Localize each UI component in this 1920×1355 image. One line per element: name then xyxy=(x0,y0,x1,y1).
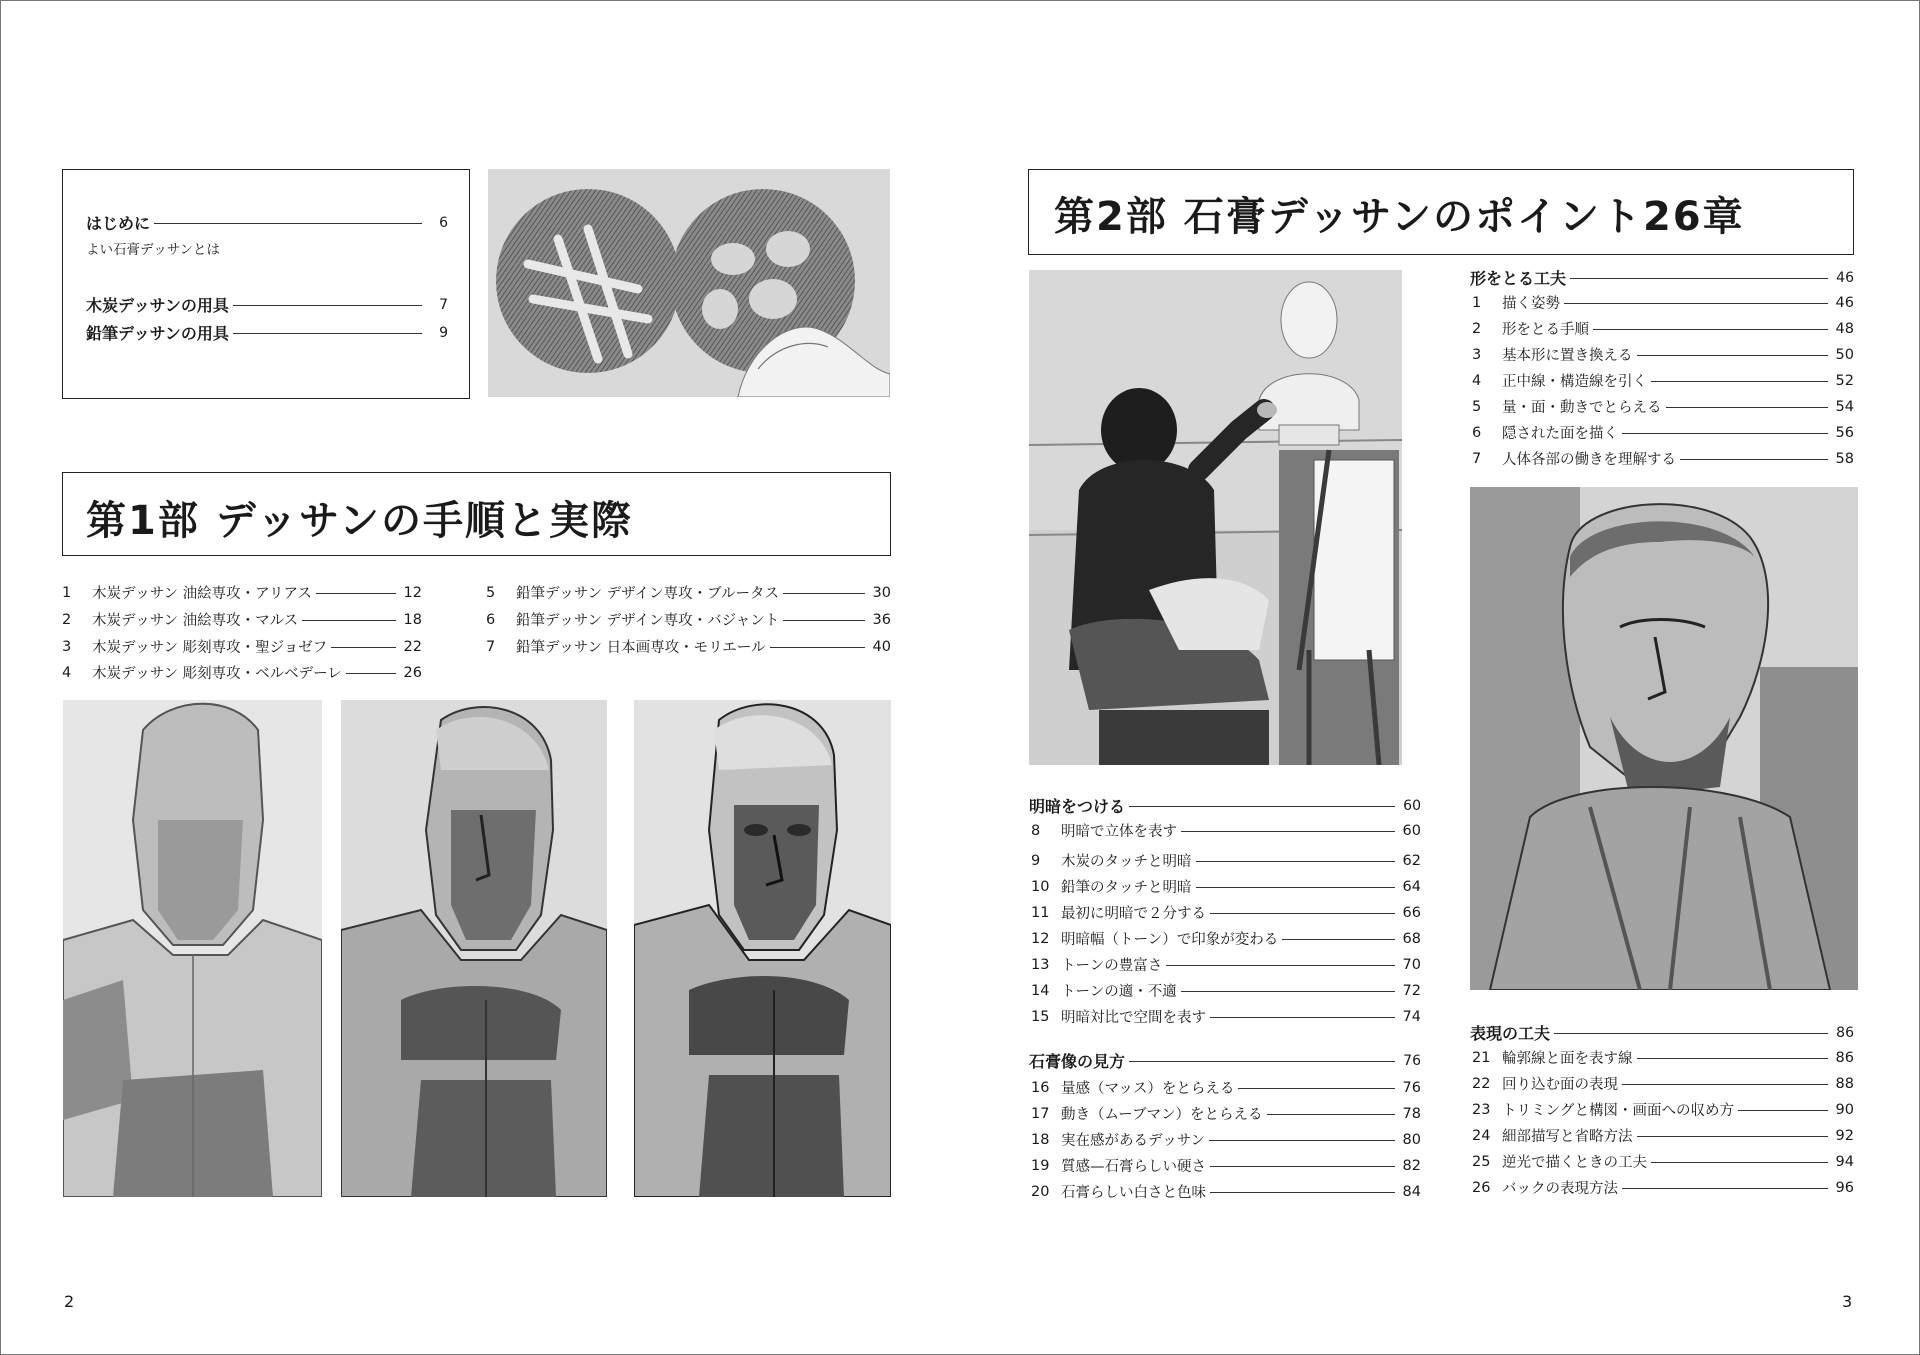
toc-entry[interactable] xyxy=(1031,928,1421,949)
leader-line xyxy=(1181,831,1395,832)
leader-line xyxy=(233,305,422,306)
entry-page: 80 xyxy=(1402,1131,1421,1148)
section-heading[interactable] xyxy=(1470,266,1854,289)
entry-page: 40 xyxy=(872,638,891,655)
leader-line xyxy=(1210,913,1395,914)
entry-page: 78 xyxy=(1402,1105,1421,1122)
entry-page: 94 xyxy=(1835,1153,1854,1170)
toc-entry[interactable] xyxy=(1472,344,1854,365)
leader-line xyxy=(1238,1088,1395,1089)
toc-entry[interactable] xyxy=(1472,396,1854,417)
entry-number: 7 xyxy=(486,638,496,655)
entry-label: はじめに xyxy=(86,214,151,233)
leader-line xyxy=(1622,433,1828,434)
entry-page: 84 xyxy=(1402,1183,1421,1200)
entry-label: 木炭のタッチと明暗 xyxy=(1061,854,1192,870)
leader-line xyxy=(1570,278,1828,279)
section-page: 86 xyxy=(1836,1024,1854,1041)
entry-number: 20 xyxy=(1031,1183,1050,1200)
entry-label: 動き（ムーブマン）をとらえる xyxy=(1061,1107,1263,1123)
entry-page: 30 xyxy=(872,584,891,601)
entry-number: 3 xyxy=(1472,346,1482,363)
toc-entry[interactable] xyxy=(62,662,422,683)
toc-entry[interactable] xyxy=(1031,820,1421,841)
entry-label: 量感（マッス）をとらえる xyxy=(1061,1081,1235,1097)
leader-line xyxy=(1622,1188,1828,1189)
entry-page: 7 xyxy=(439,296,448,313)
entry-page: 68 xyxy=(1402,930,1421,947)
toc-entry[interactable] xyxy=(62,609,422,630)
page-number-left: 2 xyxy=(64,1292,75,1311)
leader-line xyxy=(1129,1061,1395,1062)
leader-line xyxy=(1282,939,1395,940)
entry-page: 6 xyxy=(439,214,448,231)
student-drawing-photo xyxy=(1029,270,1402,765)
entry-number: 5 xyxy=(486,584,496,601)
entry-number: 2 xyxy=(62,611,72,628)
entry-label: 木炭デッサン 彫刻専攻・ベルベデーレ xyxy=(92,666,342,682)
entry-label: 石膏らしい白さと色味 xyxy=(1061,1185,1206,1201)
toc-entry[interactable] xyxy=(1031,1103,1421,1124)
entry-label: 実在感があるデッサン xyxy=(1061,1133,1205,1149)
leader-line xyxy=(302,620,396,621)
entry-number: 1 xyxy=(1472,294,1482,311)
leader-line xyxy=(1637,1058,1829,1059)
entry-page: 90 xyxy=(1835,1101,1854,1118)
entry-page: 26 xyxy=(403,664,422,681)
section-label: 石膏像の見方 xyxy=(1029,1052,1126,1071)
entry-label: 隠された面を描く xyxy=(1502,426,1618,442)
toc-entry[interactable] xyxy=(1472,1125,1854,1146)
toc-entry[interactable] xyxy=(86,211,448,234)
leader-line xyxy=(1210,1166,1395,1167)
entry-number: 12 xyxy=(1031,930,1050,947)
section-page: 76 xyxy=(1403,1052,1421,1069)
entry-page: 52 xyxy=(1835,372,1854,389)
leader-line xyxy=(1196,861,1396,862)
entry-label: バックの表現方法 xyxy=(1502,1181,1618,1197)
entry-number: 22 xyxy=(1472,1075,1491,1092)
entry-number: 14 xyxy=(1031,982,1050,999)
entry-label: 描く姿勢 xyxy=(1502,296,1560,312)
entry-number: 4 xyxy=(1472,372,1482,389)
leader-line xyxy=(331,647,396,648)
toc-entry[interactable] xyxy=(1031,954,1421,975)
entry-label: 形をとる手順 xyxy=(1502,322,1589,338)
entry-number: 3 xyxy=(62,638,72,655)
section-page: 46 xyxy=(1836,269,1854,286)
toc-entry[interactable] xyxy=(1031,1155,1421,1176)
entry-page: 76 xyxy=(1402,1079,1421,1096)
entry-number: 21 xyxy=(1472,1049,1491,1066)
section-label: 表現の工夫 xyxy=(1470,1024,1551,1043)
entry-number: 16 xyxy=(1031,1079,1050,1096)
toc-entry[interactable] xyxy=(1031,980,1421,1001)
leader-line xyxy=(783,620,865,621)
entry-number: 9 xyxy=(1031,852,1041,869)
entry-page: 56 xyxy=(1835,424,1854,441)
entry-number: 2 xyxy=(1472,320,1482,337)
toc-entry[interactable] xyxy=(486,636,891,657)
entry-page: 66 xyxy=(1402,904,1421,921)
entry-label: 基本形に置き換える xyxy=(1502,348,1633,364)
entry-label: 逆光で描くときの工夫 xyxy=(1502,1155,1647,1171)
leader-line xyxy=(1554,1033,1828,1034)
entry-number: 26 xyxy=(1472,1179,1491,1196)
entry-page: 62 xyxy=(1402,852,1421,869)
entry-label: 木炭デッサン 油絵専攻・マルス xyxy=(92,613,299,629)
intro-box xyxy=(62,169,470,399)
leader-line xyxy=(1564,303,1828,304)
toc-entry[interactable] xyxy=(62,636,422,657)
entry-label: 明暗で立体を表す xyxy=(1061,824,1177,840)
leader-line xyxy=(1209,1140,1395,1141)
entry-number: 19 xyxy=(1031,1157,1050,1174)
charcoal-swatch-photo xyxy=(488,169,890,397)
leader-line xyxy=(1210,1017,1395,1018)
part1-title: 第1部 デッサンの手順と実際 xyxy=(86,498,633,544)
toc-entry[interactable] xyxy=(1472,1099,1854,1120)
toc-entry[interactable] xyxy=(1031,876,1421,897)
entry-page: 18 xyxy=(403,611,422,628)
entry-number: 6 xyxy=(486,611,496,628)
leader-line xyxy=(1666,407,1829,408)
entry-label: 鉛筆デッサン 日本画専攻・モリエール xyxy=(516,640,766,656)
entry-label: 鉛筆デッサン デザイン専攻・ブルータス xyxy=(516,586,779,602)
leader-line xyxy=(1651,1162,1828,1163)
statue-drawing-stage-1 xyxy=(63,700,322,1197)
entry-page: 9 xyxy=(439,324,448,341)
entry-number: 24 xyxy=(1472,1127,1491,1144)
entry-label: 鉛筆デッサン デザイン専攻・バジャント xyxy=(516,613,780,629)
section-page: 60 xyxy=(1403,797,1421,814)
entry-page: 50 xyxy=(1835,346,1854,363)
entry-number: 18 xyxy=(1031,1131,1050,1148)
leader-line xyxy=(1680,459,1828,460)
leader-line xyxy=(1738,1110,1828,1111)
entry-label: 正中線・構造線を引く xyxy=(1502,374,1647,390)
leader-line xyxy=(1196,887,1396,888)
entry-number: 6 xyxy=(1472,424,1482,441)
entry-page: 22 xyxy=(403,638,422,655)
section-heading[interactable] xyxy=(1029,794,1421,817)
entry-page: 58 xyxy=(1835,450,1854,467)
toc-entry[interactable] xyxy=(1031,1077,1421,1098)
toc-entry[interactable] xyxy=(1472,1047,1854,1068)
entry-number: 7 xyxy=(1472,450,1482,467)
entry-label: トリミングと構図・画面への収め方 xyxy=(1502,1103,1734,1119)
entry-number: 15 xyxy=(1031,1008,1050,1025)
entry-number: 25 xyxy=(1472,1153,1491,1170)
leader-line xyxy=(154,223,422,224)
leader-line xyxy=(1637,1136,1829,1137)
page-number-right: 3 xyxy=(1842,1292,1853,1311)
entry-label: 輪郭線と面を表す線 xyxy=(1502,1051,1633,1067)
toc-entry[interactable] xyxy=(1472,318,1854,339)
toc-entry[interactable] xyxy=(1031,850,1421,871)
leader-line xyxy=(770,647,865,648)
leader-line xyxy=(1129,806,1395,807)
section-heading[interactable] xyxy=(1470,1021,1854,1044)
toc-entry[interactable] xyxy=(1472,292,1854,313)
entry-page: 88 xyxy=(1835,1075,1854,1092)
entry-page: 82 xyxy=(1402,1157,1421,1174)
toc-entry[interactable] xyxy=(86,293,448,316)
entry-label: 木炭デッサンの用具 xyxy=(86,296,229,315)
entry-label: 鉛筆デッサンの用具 xyxy=(86,324,229,343)
toc-entry[interactable] xyxy=(1031,1006,1421,1027)
leader-line xyxy=(1210,1192,1395,1193)
entry-label: 木炭デッサン 油絵専攻・アリアス xyxy=(92,586,312,602)
entry-number: 8 xyxy=(1031,822,1041,839)
statue-drawing-stage-3 xyxy=(634,700,891,1197)
toc-entry[interactable] xyxy=(486,582,891,603)
entry-label: 回り込む面の表現 xyxy=(1502,1077,1618,1093)
toc-entry[interactable] xyxy=(86,321,448,344)
entry-page: 64 xyxy=(1402,878,1421,895)
entry-label: トーンの適・不適 xyxy=(1061,984,1177,1000)
toc-entry[interactable] xyxy=(1031,1129,1421,1150)
entry-page: 86 xyxy=(1835,1049,1854,1066)
part2-title: 第2部 石膏デッサンのポイント26章 xyxy=(1054,194,1745,240)
entry-page: 48 xyxy=(1835,320,1854,337)
intro-subtitle: よい石膏デッサンとは xyxy=(86,242,221,258)
statue-drawing-stage-2 xyxy=(341,700,607,1197)
leader-line xyxy=(1651,381,1828,382)
entry-page: 54 xyxy=(1835,398,1854,415)
entry-page: 72 xyxy=(1402,982,1421,999)
entry-number: 17 xyxy=(1031,1105,1050,1122)
leader-line xyxy=(783,593,865,594)
entry-label: 細部描写と省略方法 xyxy=(1502,1129,1633,1145)
entry-page: 70 xyxy=(1402,956,1421,973)
toc-entry[interactable] xyxy=(486,609,891,630)
entry-label: 最初に明暗で２分する xyxy=(1061,906,1206,922)
entry-label: 明暗幅（トーン）で印象が変わる xyxy=(1061,932,1279,948)
entry-label: 量・面・動きでとらえる xyxy=(1502,400,1662,416)
toc-entry[interactable] xyxy=(1472,1151,1854,1172)
entry-page: 92 xyxy=(1835,1127,1854,1144)
toc-entry[interactable] xyxy=(1472,1177,1854,1198)
leader-line xyxy=(1622,1084,1828,1085)
entry-page: 12 xyxy=(403,584,422,601)
leader-line xyxy=(1267,1114,1395,1115)
leader-line xyxy=(1181,991,1395,992)
entry-number: 11 xyxy=(1031,904,1050,921)
toc-entry[interactable] xyxy=(62,582,422,603)
entry-page: 96 xyxy=(1835,1179,1854,1196)
entry-number: 23 xyxy=(1472,1101,1491,1118)
entry-number: 1 xyxy=(62,584,72,601)
bearded-statue-drawing xyxy=(1470,487,1858,990)
entry-page: 46 xyxy=(1835,294,1854,311)
toc-entry[interactable] xyxy=(1472,370,1854,391)
leader-line xyxy=(233,333,422,334)
entry-label: トーンの豊富さ xyxy=(1061,958,1163,974)
entry-label: 鉛筆のタッチと明暗 xyxy=(1061,880,1192,896)
leader-line xyxy=(1593,329,1828,330)
entry-label: 人体各部の働きを理解する xyxy=(1502,452,1676,468)
leader-line xyxy=(1166,965,1395,966)
entry-label: 木炭デッサン 彫刻専攻・聖ジョゼフ xyxy=(92,640,328,656)
toc-entry[interactable] xyxy=(1472,448,1854,469)
entry-number: 13 xyxy=(1031,956,1050,973)
entry-label: 質感—石膏らしい硬さ xyxy=(1061,1159,1206,1175)
leader-line xyxy=(1637,355,1829,356)
section-label: 形をとる工夫 xyxy=(1470,269,1567,288)
entry-number: 5 xyxy=(1472,398,1482,415)
toc-entry[interactable] xyxy=(1472,1073,1854,1094)
entry-number: 4 xyxy=(62,664,72,681)
toc-entry[interactable] xyxy=(1031,1181,1421,1202)
entry-label: 明暗対比で空間を表す xyxy=(1061,1010,1206,1026)
entry-number: 10 xyxy=(1031,878,1050,895)
section-heading[interactable] xyxy=(1029,1049,1421,1072)
entry-page: 74 xyxy=(1402,1008,1421,1025)
section-label: 明暗をつける xyxy=(1029,797,1126,816)
entry-page: 36 xyxy=(872,611,891,628)
leader-line xyxy=(316,593,396,594)
entry-page: 60 xyxy=(1402,822,1421,839)
toc-entry[interactable] xyxy=(1472,422,1854,443)
leader-line xyxy=(346,673,396,674)
toc-entry[interactable] xyxy=(1031,902,1421,923)
